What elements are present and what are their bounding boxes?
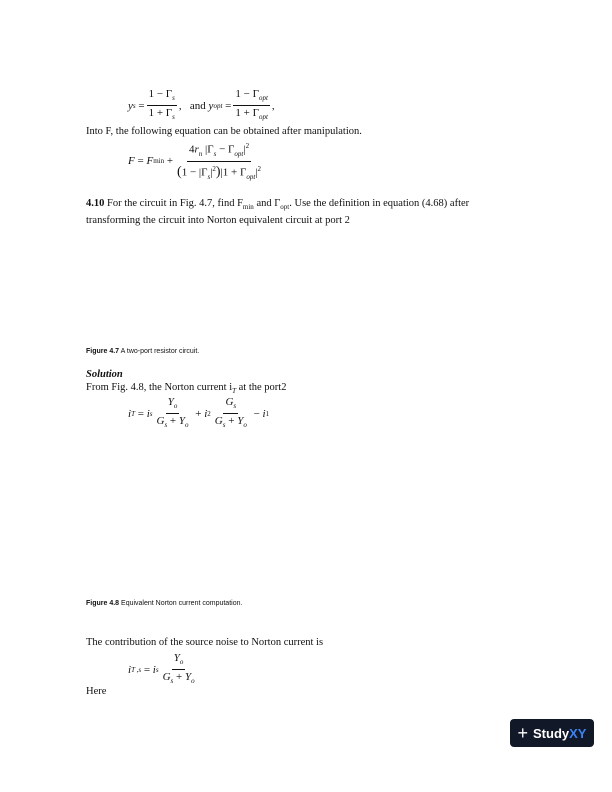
- here-text: Here: [86, 686, 107, 697]
- problem-statement: 4.10 For the circuit in Fig. 4.7, find $F_{min}$ and $\Gamma_{opt}$. Use the definition in equation (4.68) after transforming the circuit into Norton equivalent circuit at port 2: [86, 197, 526, 227]
- equation-source-noise: i T ,s = i s $\frac{Y_o}{G_s + Y_o}$: [128, 652, 195, 686]
- contribution-line: The contribution of the source noise to Norton current is: [86, 637, 324, 648]
- studyxy-logo: + Study XY: [510, 719, 594, 747]
- problem-number: 4.10: [86, 198, 105, 209]
- solution-heading: Solution: [86, 369, 123, 380]
- equation-noise-figure: F = F min + $\frac{4r_n |\Gamma_s - \Gamma_{opt}|^2}{(1 - |\Gamma_s|^2)|1 + \Gamma_{opt}|^2}$: [128, 142, 262, 181]
- and-word: and: [189, 99, 206, 112]
- problem-line-2: transforming the circuit into Norton equivalent circuit at port 2: [86, 215, 350, 227]
- equation-admittance: y s = $\frac{1 - \Gamma_s}{1 + \Gamma_s}$ , and y opt = $\frac{1 - \Gamma_{opt}}{1 + \Gamma_{opt}}$ ,: [128, 88, 275, 122]
- figure-4-8-caption: Figure 4.8 Equivalent Norton current computation.: [86, 600, 243, 607]
- plus-icon: +: [517, 723, 529, 743]
- figure-4-7-caption: Figure 4.7 A two-port resistor circuit.: [86, 348, 200, 355]
- manipulation-line: Into F, the following equation can be obtained after manipulation.: [86, 126, 362, 137]
- solution-line: From Fig. 4.8, the Norton current $i_T$ at the port2: [86, 382, 287, 396]
- equation-norton-current: i T = i s $\frac{Y_o}{G_s + Y_o}$ + i 2 $\frac{G_s}{G_s + Y_o}$ − i 1: [128, 396, 270, 430]
